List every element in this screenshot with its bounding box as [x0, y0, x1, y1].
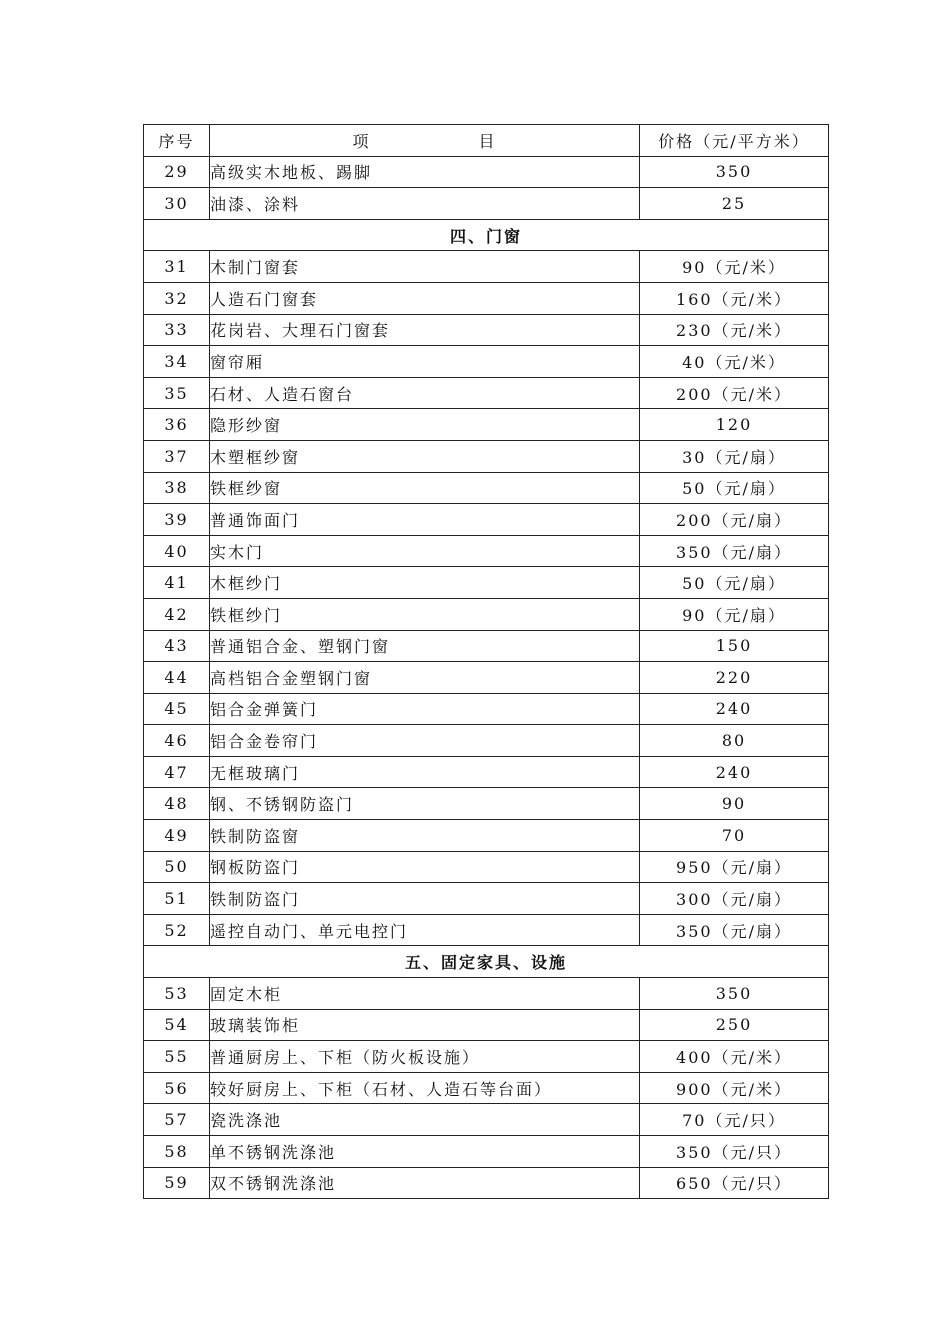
table-row	[144, 1041, 829, 1073]
row-price: 350	[640, 978, 829, 1010]
row-seq: 51	[144, 883, 210, 915]
row-item: 高档铝合金塑钢门窗	[210, 662, 640, 694]
row-price: 200（元/米）	[640, 377, 829, 409]
table-row	[144, 1104, 829, 1136]
table-row	[144, 914, 829, 946]
row-item: 双不锈钢洗涤池	[210, 1167, 640, 1199]
table-row	[144, 314, 829, 346]
row-seq: 31	[144, 251, 210, 283]
row-item: 瓷洗涤池	[210, 1104, 640, 1136]
row-price: 150	[640, 630, 829, 662]
row-seq: 34	[144, 346, 210, 378]
row-seq: 48	[144, 788, 210, 820]
row-item: 隐形纱窗	[210, 409, 640, 441]
row-seq: 36	[144, 409, 210, 441]
row-item: 人造石门窗套	[210, 282, 640, 314]
header-item-left: 项	[352, 131, 371, 151]
row-price: 70	[640, 820, 829, 852]
table-row	[144, 1136, 829, 1168]
row-price: 250	[640, 1009, 829, 1041]
row-item: 较好厨房上、下柜（石材、人造石等台面）	[210, 1072, 640, 1104]
header-seq: 序号	[144, 125, 210, 157]
row-price: 230（元/米）	[640, 314, 829, 346]
row-seq: 55	[144, 1041, 210, 1073]
row-item: 普通厨房上、下柜（防火板设施）	[210, 1041, 640, 1073]
table-row	[144, 156, 829, 188]
row-price: 240	[640, 693, 829, 725]
row-price: 50（元/扇）	[640, 472, 829, 504]
row-seq: 56	[144, 1072, 210, 1104]
row-seq: 35	[144, 377, 210, 409]
row-seq: 29	[144, 156, 210, 188]
row-item: 高级实木地板、踢脚	[210, 156, 640, 188]
row-seq: 50	[144, 851, 210, 883]
row-seq: 37	[144, 440, 210, 472]
row-seq: 44	[144, 662, 210, 694]
table-row	[144, 725, 829, 757]
row-seq: 53	[144, 978, 210, 1010]
table-row	[144, 1167, 829, 1199]
row-seq: 41	[144, 567, 210, 599]
row-item: 铁制防盗窗	[210, 820, 640, 852]
row-price: 400（元/米）	[640, 1041, 829, 1073]
row-item: 木框纱门	[210, 567, 640, 599]
row-seq: 54	[144, 1009, 210, 1041]
row-item: 玻璃装饰柜	[210, 1009, 640, 1041]
header-item-right: 目	[478, 131, 497, 151]
header-price: 价格（元/平方米）	[640, 125, 829, 157]
row-price: 50（元/扇）	[640, 567, 829, 599]
row-price: 950（元/扇）	[640, 851, 829, 883]
row-price: 350（元/扇）	[640, 535, 829, 567]
row-seq: 49	[144, 820, 210, 852]
row-item: 普通铝合金、塑钢门窗	[210, 630, 640, 662]
row-item: 窗帘厢	[210, 346, 640, 378]
table-row	[144, 978, 829, 1010]
row-seq: 39	[144, 504, 210, 536]
table-row	[144, 409, 829, 441]
row-item: 普通饰面门	[210, 504, 640, 536]
row-price: 350	[640, 156, 829, 188]
row-price: 25	[640, 188, 829, 220]
row-item: 钢板防盗门	[210, 851, 640, 883]
row-price: 70（元/只）	[640, 1104, 829, 1136]
row-price: 90（元/米）	[640, 251, 829, 283]
table-row	[144, 820, 829, 852]
table-row	[144, 567, 829, 599]
row-item: 铝合金卷帘门	[210, 725, 640, 757]
row-item: 木制门窗套	[210, 251, 640, 283]
table-row	[144, 346, 829, 378]
row-price: 80	[640, 725, 829, 757]
row-item: 铁制防盗门	[210, 883, 640, 915]
row-seq: 43	[144, 630, 210, 662]
table-row	[144, 883, 829, 915]
table-row	[144, 756, 829, 788]
row-seq: 47	[144, 756, 210, 788]
table-row	[144, 598, 829, 630]
row-item: 木塑框纱窗	[210, 440, 640, 472]
row-item: 花岗岩、大理石门窗套	[210, 314, 640, 346]
row-price: 650（元/只）	[640, 1167, 829, 1199]
table-header-row	[144, 125, 829, 157]
row-seq: 57	[144, 1104, 210, 1136]
row-price: 900（元/米）	[640, 1072, 829, 1104]
table-row	[144, 1009, 829, 1041]
row-seq: 58	[144, 1136, 210, 1168]
table-row	[144, 188, 829, 220]
section-row	[144, 946, 829, 978]
table-row	[144, 788, 829, 820]
table-row	[144, 851, 829, 883]
row-item: 石材、人造石窗台	[210, 377, 640, 409]
row-price: 220	[640, 662, 829, 694]
section-title: 五、固定家具、设施	[144, 946, 829, 978]
row-price: 350（元/只）	[640, 1136, 829, 1168]
row-seq: 38	[144, 472, 210, 504]
table-row	[144, 1072, 829, 1104]
table-row	[144, 504, 829, 536]
table-row	[144, 472, 829, 504]
row-seq: 32	[144, 282, 210, 314]
row-price: 30（元/扇）	[640, 440, 829, 472]
row-seq: 59	[144, 1167, 210, 1199]
row-price: 160（元/米）	[640, 282, 829, 314]
row-item: 铝合金弹簧门	[210, 693, 640, 725]
row-price: 300（元/扇）	[640, 883, 829, 915]
row-item: 无框玻璃门	[210, 756, 640, 788]
table-row	[144, 251, 829, 283]
table-row	[144, 535, 829, 567]
table-row	[144, 282, 829, 314]
table-row	[144, 630, 829, 662]
row-price: 90	[640, 788, 829, 820]
table-row	[144, 693, 829, 725]
row-seq: 40	[144, 535, 210, 567]
header-item	[210, 125, 640, 157]
row-item: 油漆、涂料	[210, 188, 640, 220]
row-item: 铁框纱门	[210, 598, 640, 630]
row-price: 40（元/米）	[640, 346, 829, 378]
row-item: 铁框纱窗	[210, 472, 640, 504]
table-row	[144, 662, 829, 694]
row-seq: 46	[144, 725, 210, 757]
row-item: 钢、不锈钢防盗门	[210, 788, 640, 820]
row-price: 120	[640, 409, 829, 441]
row-item: 实木门	[210, 535, 640, 567]
row-price: 350（元/扇）	[640, 914, 829, 946]
table-row	[144, 377, 829, 409]
section-title: 四、门窗	[144, 219, 829, 251]
row-seq: 33	[144, 314, 210, 346]
row-seq: 42	[144, 598, 210, 630]
row-seq: 30	[144, 188, 210, 220]
row-item: 遥控自动门、单元电控门	[210, 914, 640, 946]
row-price: 240	[640, 756, 829, 788]
price-table	[143, 124, 829, 1199]
row-seq: 52	[144, 914, 210, 946]
section-row	[144, 219, 829, 251]
row-price: 90（元/扇）	[640, 598, 829, 630]
table-row	[144, 440, 829, 472]
row-item: 单不锈钢洗涤池	[210, 1136, 640, 1168]
row-seq: 45	[144, 693, 210, 725]
table-body	[144, 125, 829, 1199]
row-item: 固定木柜	[210, 978, 640, 1010]
row-price: 200（元/扇）	[640, 504, 829, 536]
